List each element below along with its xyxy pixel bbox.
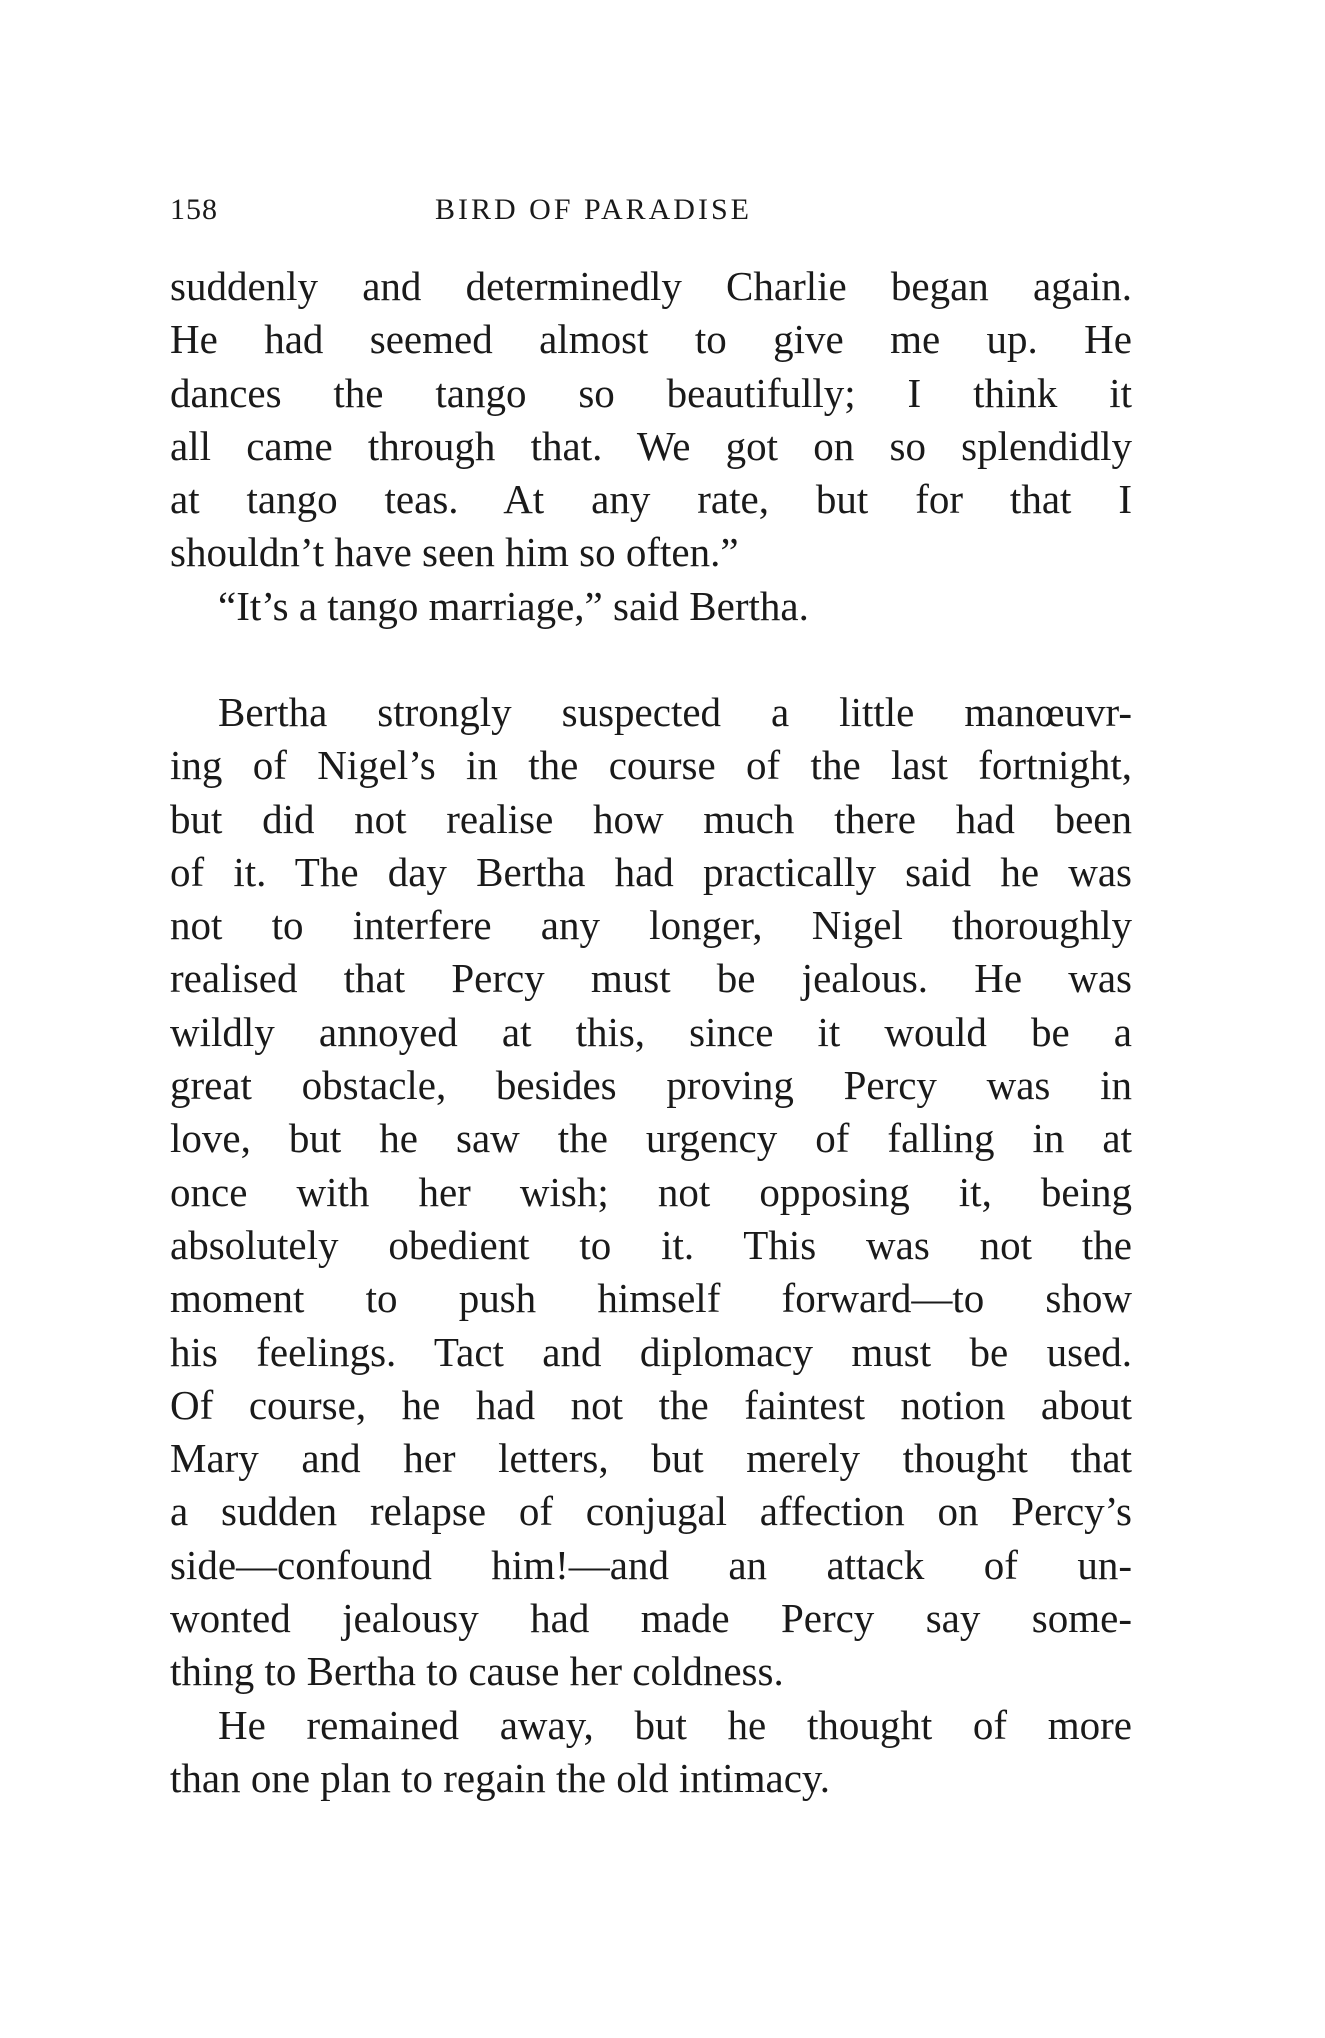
text-line: great obstacle, besides proving Percy was in xyxy=(170,1062,1132,1109)
text-line: wonted jealousy had made Percy say some- xyxy=(170,1595,1132,1642)
text-line: ing of Nigel’s in the course of the last fortnight, xyxy=(170,742,1132,789)
text-line: wildly annoyed at this, since it would be a xyxy=(170,1008,1132,1055)
text-line: Of course, he had not the faintest notion about xyxy=(170,1381,1132,1428)
text-line: Bertha strongly suspected a little manœuvr- xyxy=(218,689,1132,735)
text-line: “It’s a tango marriage,” said Bertha. xyxy=(218,582,809,629)
dialogue-passage xyxy=(170,260,1132,633)
text-line: than one plan to regain the old intimacy. xyxy=(170,1754,830,1801)
text-line: absolutely obedient to it. This was not the xyxy=(170,1221,1132,1268)
text-line: moment to push himself forward—to show xyxy=(170,1275,1132,1322)
text-line: realised that Percy must be jealous. He was xyxy=(170,955,1132,1002)
text-line: dances the tango so beautifully; I think it xyxy=(170,369,1132,416)
text-line: suddenly and determinedly Charlie began again. xyxy=(170,263,1132,309)
page-number: 158 xyxy=(170,193,218,226)
running-head: BIRD OF PARADISE xyxy=(435,193,752,226)
text-line: his feelings. Tact and diplomacy must be used. xyxy=(170,1328,1132,1375)
text-line: at tango teas. At any rate, but for that I xyxy=(170,476,1132,523)
text-line: but did not realise how much there had been xyxy=(170,795,1132,842)
text-line: a sudden relapse of conjugal affection on Percy’s xyxy=(170,1488,1132,1535)
text-line: He remained away, but he thought of more xyxy=(218,1701,1132,1748)
page-header xyxy=(170,193,1130,237)
text-line: love, but he saw the urgency of falling in at xyxy=(170,1115,1132,1162)
text-line: shouldn’t have seen him so often.” xyxy=(170,529,739,576)
text-line: all came through that. We got on so splendidly xyxy=(170,422,1132,469)
text-line: He had seemed almost to give me up. He xyxy=(170,316,1132,363)
text-line: Mary and her letters, but merely thought that xyxy=(170,1435,1132,1482)
text-line: side—confound him!—and an attack of un- xyxy=(170,1541,1132,1588)
text-line: thing to Bertha to cause her coldness. xyxy=(170,1648,784,1695)
text-line: once with her wish; not opposing it, being xyxy=(170,1168,1132,1215)
text-line: of it. The day Bertha had practically said he was xyxy=(170,848,1132,895)
narrative-passage xyxy=(170,686,1132,1805)
text-line: not to interfere any longer, Nigel thoroughly xyxy=(170,902,1132,949)
